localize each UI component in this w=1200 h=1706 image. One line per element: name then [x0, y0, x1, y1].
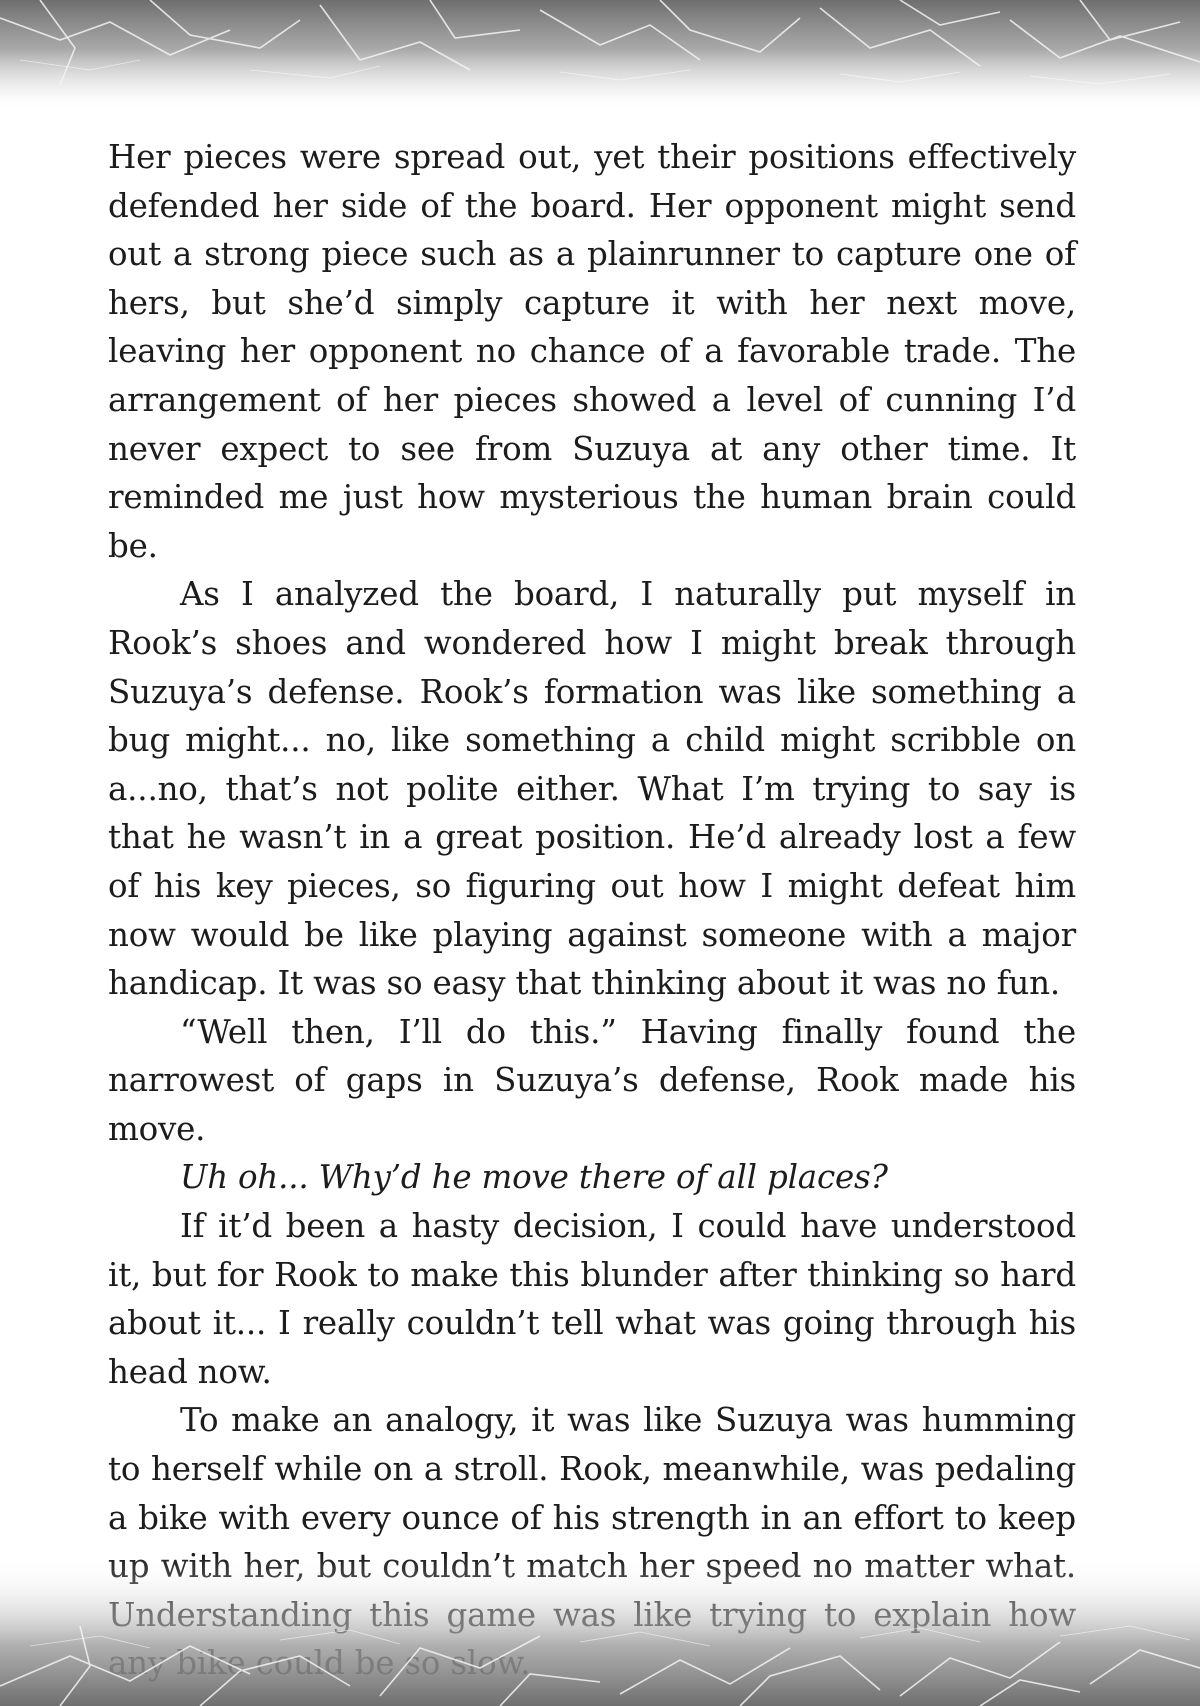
top-marble-texture	[0, 0, 1200, 110]
paragraph-5: If it’d been a hasty decision, I could have understood it, but for Rook to make this blunder after thinking so hard about it... I really couldn’t tell what was going through his head now.	[108, 1207, 1076, 1391]
paragraph-4-italic-thought: Uh oh... Why’d he move there of all places?	[180, 1158, 888, 1197]
body-text	[108, 133, 1076, 1688]
paragraph-2: As I analyzed the board, I naturally put myself in Rook’s shoes and wondered how I might break through Suzuya’s defense. Rook’s formation was like something a bug might... no, like something a child might scribble on a...no, that’s not polite either. What I’m trying to say is that he wasn’t in a great position. He’d already lost a few of his key pieces, so figuring out how I might defeat him now would be like playing against someone with a major handicap. It was so easy that thinking about it was no fun.	[108, 575, 1076, 1003]
paragraph-3: “Well then, I’ll do this.” Having finally found the narrowest of gaps in Suzuya’s defense, Rook made his move.	[108, 1012, 1076, 1148]
paragraph-1: Her pieces were spread out, yet their positions effectively defended her side of the board. Her opponent might send out a strong piece such as a plainrunner to capture one of hers, but she’d simply capture it with her next move, leaving her opponent no chance of a favorable trade. The arrangement of her pieces showed a level of cunning I’d never expect to see from Suzuya at any other time. It reminded me just how mysterious the human brain could be.	[108, 138, 1076, 565]
bottom-marble-texture	[0, 1556, 1200, 1706]
paragraph-6: To make an analogy, it was like Suzuya was humming to herself while on a stroll. Rook, meanwhile, was pedaling a bike with every ounce of his strength in an effort to keep	[108, 1401, 1076, 1537]
